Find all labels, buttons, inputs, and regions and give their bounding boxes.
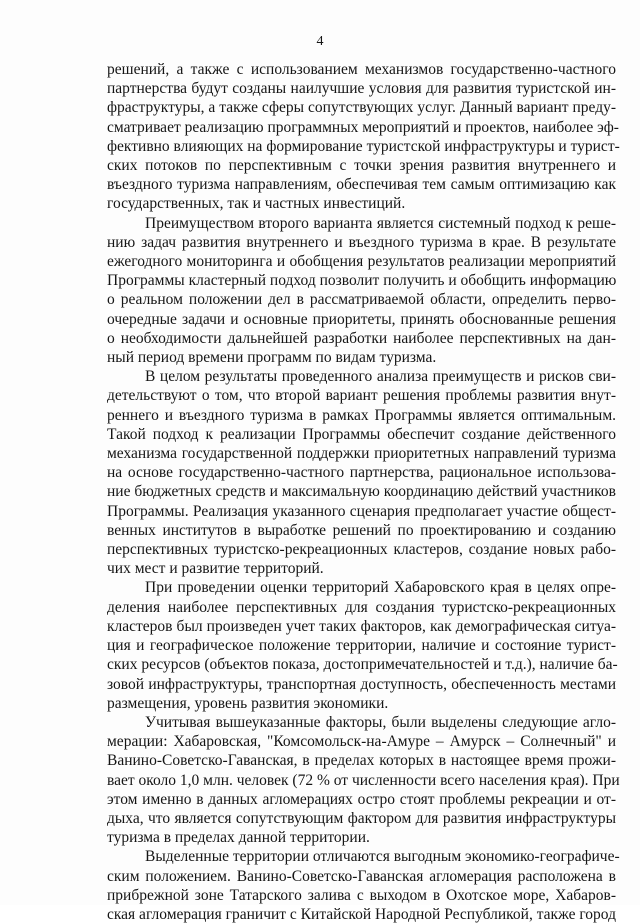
text-line: мерации: Хабаровская, "Комсомольск-на-Амуре – Амурск – Солнечный" и [107,733,616,751]
text-line: фективно влияющих на формирование туристской инфраструктуры и турист- [107,137,620,155]
text-line: очередные задачи и основные приоритеты, принять обоснованные решения [107,310,616,328]
text-line: перспективных туристско-рекреационных кластеров, создание новых рабо- [107,541,616,559]
paragraph [107,214,616,368]
paragraph [107,367,616,578]
text-line: вает около 1,0 млн. человек (72 % от численности всего населения края). При [107,771,620,789]
text-line: реннего и въездного туризма в рамках Программы является оптимальным. [107,406,616,424]
text-line: механизма государственной поддержки приоритетных направлений туризма [107,445,616,463]
text-line: При проведении оценки территорий Хабаровского края в целях опре- [145,579,616,597]
text-line: фраструктуры, а также сферы сопутствующих услуг. Данный вариант преду- [107,99,616,117]
text-line: ный период времени программ по видам туризма. [107,349,437,367]
text-line: прибрежной зоне Татарского залива с выходом в Охотское море, Хабаров- [107,886,616,904]
text-line: Учитывая вышеуказанные факторы, были выделены следующие агло- [145,713,616,731]
text-line: нию задач развития внутреннего и въездного туризма в крае. В результате [107,233,616,251]
paragraph [107,60,620,214]
text-line: ция и географическое положение территории, наличие и состояние турист- [107,637,616,655]
text-line: партнерства будут созданы наилучшие условия для развития туристской ин- [107,80,616,98]
text-line: въездного туризма направлениям, обеспечивая тем самым оптимизацию как [107,176,616,194]
text-line: зовой инфраструктуры, транспортная доступность, обеспеченность местами [107,675,616,693]
text-line: деления наиболее перспективных для создания туристско-рекреационных [107,598,616,616]
text-line: Ванино-Советско-Гаванская, в пределах которых в настоящее время прожи- [107,752,616,770]
text-line: чих мест и развитие территорий. [107,560,324,578]
text-line: ская агломерация граничит с Китайской Народной Республикой, также город [107,905,616,923]
text-line: государственных, так и частных инвестиций. [107,195,406,213]
text-line: Такой подход к реализации Программы обеспечит создание действенного [107,425,616,443]
text-line: о реальном положении дел в рассматриваемой области, определить перво- [107,291,616,309]
text-line: детельствуют о том, что второй вариант решения проблемы развития внут- [107,387,616,405]
text-line: В целом результаты проведенного анализа преимуществ и рисков сви- [145,368,616,386]
paragraph [107,578,616,712]
text-line: ние бюджетных средств и максимальную координацию действий участников [107,483,616,501]
paragraph [107,847,620,924]
text-line: Программы. Реализация указанного сценария предполагает участие общест- [107,502,616,520]
page-number: 4 [316,34,324,49]
text-line: Программы кластерный подход позволит получить и обобщить информацию [107,272,617,290]
text-line: Выделенные территории отличаются выгодным экономико-географиче- [145,848,620,866]
text-line: ежегодного мониторинга и обобщения результатов реализации мероприятий [107,253,616,271]
text-line: о необходимости дальнейшей разработки наиболее перспективных на дан- [107,329,616,347]
body-text [107,60,620,924]
text-line: на основе государственно-частного партнерства, рациональное использова- [107,464,616,482]
text-line: размещения, уровень развития экономики. [107,694,389,712]
text-line: ских ресурсов (объектов показа, достопримечательностей и т.д.), наличие ба- [107,656,618,674]
text-line: кластеров был произведен учет таких факторов, как демографическая ситуа- [107,617,616,635]
text-line: решений, а также с использованием механизмов государственно-частного [107,61,616,78]
text-line: ским положением. Ванино-Советско-Гаванская агломерация расположена в [107,867,616,885]
paragraph [107,713,620,847]
text-line: дыха, что является сопутствующим фактором для развития инфраструктуры [107,809,616,827]
text-line: ских потоков по перспективным с точки зрения развития внутреннего и [107,157,616,175]
text-line: туризма в пределах данной территории. [107,829,370,847]
text-line: венных институтов в выработке решений по проектированию и созданию [107,521,616,539]
text-line: этом именно в данных агломерациях остро стоят проблемы рекреации и от- [107,790,616,808]
text-line: сматривает реализацию программных мероприятий и проектов, наиболее эф- [107,118,619,136]
text-line: Преимуществом второго варианта является системный подход к реше- [145,214,616,232]
